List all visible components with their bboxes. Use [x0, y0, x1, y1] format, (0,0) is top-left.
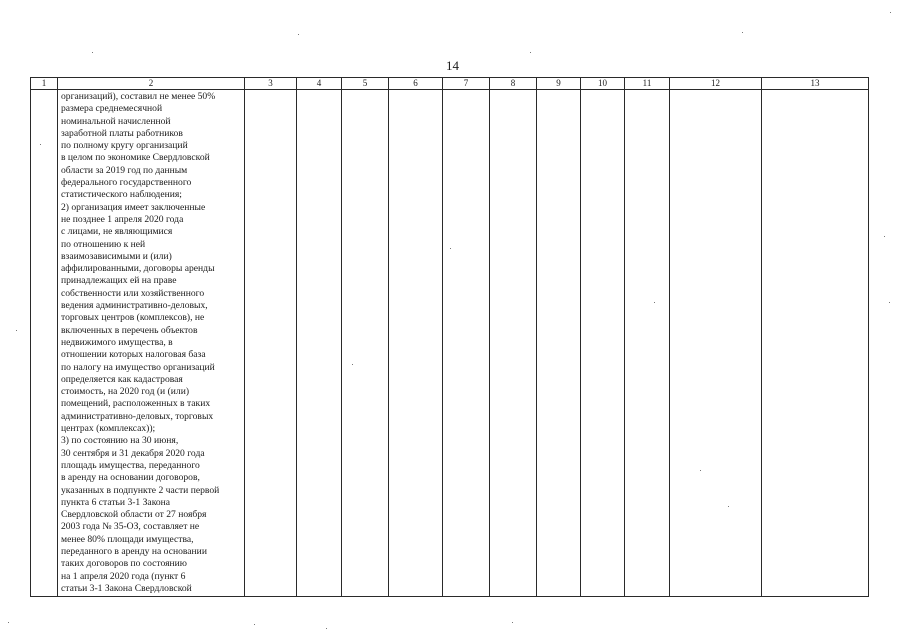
- text-line: торговых центров (комплексов), не: [61, 312, 205, 324]
- text-line: по налогу на имущество организаций: [61, 361, 215, 373]
- text-line: размера среднемесячной: [61, 103, 163, 115]
- scan-speck: [298, 34, 299, 35]
- column-number-8: 8: [490, 78, 537, 90]
- cell-col-10: [581, 90, 625, 597]
- text-line: включенных в перечень объектов: [61, 324, 198, 336]
- text-line: заработной платы работников: [61, 127, 183, 139]
- text-line: центрах (комплексах));: [61, 423, 156, 435]
- column-number-10: 10: [581, 78, 625, 90]
- text-line: федерального государственного: [61, 177, 192, 189]
- scan-speck: [16, 330, 17, 331]
- text-line: 2) организация имеет заключенные: [61, 201, 206, 213]
- scan-speck: [326, 628, 327, 629]
- text-line: 3) по состоянию на 30 июня,: [61, 435, 179, 447]
- text-line: с лицами, не являющимися: [61, 226, 173, 238]
- text-line: принадлежащих ей на праве: [61, 275, 177, 287]
- text-line: Свердловской области от 27 ноября: [61, 509, 207, 521]
- scan-speck: [889, 302, 890, 303]
- cell-col-4: [297, 90, 342, 597]
- cell-col-13: [762, 90, 869, 597]
- text-line: в аренду на основании договоров,: [61, 472, 200, 484]
- text-line: помещений, расположенных в таких: [61, 398, 211, 410]
- scan-speck: [450, 248, 451, 249]
- scan-speck: [352, 364, 353, 365]
- text-line: по отношению к ней: [61, 238, 146, 250]
- text-line: не позднее 1 апреля 2020 года: [61, 213, 184, 225]
- scan-speck: [890, 12, 891, 13]
- text-line: стоимость, на 2020 год (и (или): [61, 386, 190, 398]
- text-line: на 1 апреля 2020 года (пункт 6: [61, 570, 186, 582]
- data-table: [30, 77, 869, 597]
- column-number-7: 7: [443, 78, 490, 90]
- cell-col-5: [342, 90, 389, 597]
- cell-col-11: [625, 90, 670, 597]
- text-line: аффилированными, договоры аренды: [61, 263, 215, 275]
- cell-col-8: [490, 90, 537, 597]
- scan-speck: [700, 470, 701, 471]
- cell-col-2: [58, 90, 245, 597]
- text-line: в целом по экономике Свердловской: [61, 152, 210, 164]
- scan-speck: [8, 622, 9, 623]
- column-number-5: 5: [342, 78, 389, 90]
- cell-col-6: [389, 90, 443, 597]
- scan-speck: [254, 624, 255, 625]
- text-line: по полному кругу организаций: [61, 140, 188, 152]
- text-line: 30 сентября и 31 декабря 2020 года: [61, 447, 205, 459]
- text-line: таких договоров по состоянию: [61, 558, 187, 570]
- cell-col-2-text: [58, 90, 244, 595]
- text-line: пункта 6 статьи 3-1 Закона: [61, 496, 171, 508]
- cell-col-1: [31, 90, 58, 597]
- text-line: области за 2019 год по данным: [61, 164, 188, 176]
- scan-speck: [654, 302, 655, 303]
- text-line: указанных в подпункте 2 части первой: [61, 484, 220, 496]
- scan-speck: [884, 236, 885, 237]
- table-row: [31, 90, 869, 597]
- scan-speck: [40, 144, 41, 145]
- scan-speck: [512, 622, 513, 623]
- column-number-12: 12: [670, 78, 762, 90]
- scan-speck: [530, 52, 531, 53]
- column-number-1: 1: [31, 78, 58, 90]
- text-line: статьи 3-1 Закона Свердловской: [61, 582, 192, 594]
- text-line: организаций), составил не менее 50%: [61, 91, 216, 102]
- text-line: административно-деловых, торговых: [61, 410, 214, 422]
- text-line: ведения административно-деловых,: [61, 300, 208, 312]
- text-line: площадь имущества, переданного: [61, 459, 200, 471]
- text-line: определяется как кадастровая: [61, 373, 183, 385]
- column-number-row: [31, 78, 869, 90]
- column-number-2: 2: [58, 78, 245, 90]
- text-line: собственности или хозяйственного: [61, 287, 205, 299]
- column-number-11: 11: [625, 78, 670, 90]
- text-line: номинальной начисленной: [61, 115, 171, 127]
- scan-speck: [742, 32, 743, 33]
- scan-speck: [728, 506, 729, 507]
- column-number-13: 13: [762, 78, 869, 90]
- page-number: 14: [446, 58, 459, 73]
- scan-speck: [92, 52, 93, 53]
- column-number-4: 4: [297, 78, 342, 90]
- column-number-3: 3: [245, 78, 297, 90]
- text-line: недвижимого имущества, в: [61, 336, 173, 348]
- text-line: отношении которых налоговая база: [61, 349, 206, 361]
- cell-col-9: [537, 90, 581, 597]
- text-line: переданного в аренду на основании: [61, 545, 207, 557]
- cell-col-7: [443, 90, 490, 597]
- text-line: взаимозависимыми и (или): [61, 250, 172, 262]
- column-number-9: 9: [537, 78, 581, 90]
- cell-col-12: [670, 90, 762, 597]
- text-line: статистического наблюдения;: [61, 189, 182, 201]
- cell-col-3: [245, 90, 297, 597]
- text-line: 2003 года № 35-ОЗ, составляет не: [61, 521, 200, 533]
- text-line: менее 80% площади имущества,: [61, 533, 194, 545]
- column-number-6: 6: [389, 78, 443, 90]
